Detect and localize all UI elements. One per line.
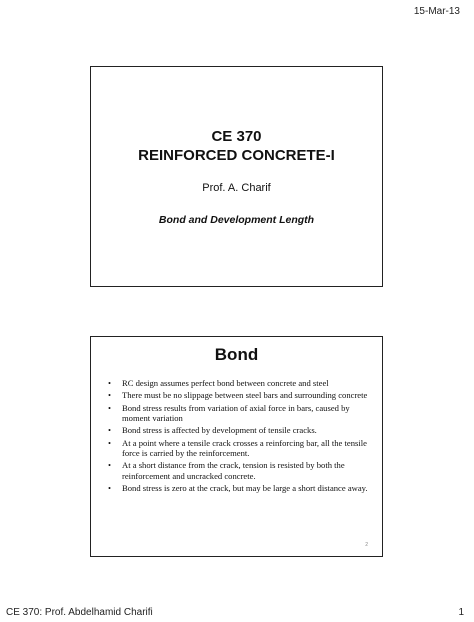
- bullet-icon: •: [108, 402, 112, 413]
- bullet-icon: •: [108, 390, 112, 401]
- bullet-icon: •: [108, 460, 112, 471]
- bullet-item: [104, 483, 372, 493]
- bullet-icon: •: [108, 482, 112, 493]
- bullet-icon: •: [108, 378, 112, 388]
- bullet-text: There must be no slippage between steel bars and surrounding concrete: [122, 390, 368, 401]
- footer-author: CE 370: Prof. Abdelhamid Charifi: [6, 607, 153, 618]
- bullet-item: [104, 390, 372, 400]
- bullet-text: At a point where a tensile crack crosses a reinforcing bar, all the tensile force is carried by the reinforcement.: [122, 437, 367, 458]
- bullet-text: RC design assumes perfect bond between concrete and steel: [122, 378, 329, 388]
- bullet-text: Bond stress is zero at the crack, but may be large a short distance away.: [122, 482, 368, 493]
- author-name: Prof. A. Charif: [202, 182, 271, 194]
- bullet-text: Bond stress is affected by development of tensile cracks.: [122, 425, 317, 436]
- course-name: REINFORCED CONCRETE-I: [138, 147, 335, 164]
- bullet-item: [104, 403, 372, 423]
- slide-bond: [90, 336, 383, 557]
- bullet-list: [104, 378, 372, 495]
- bullet-icon: •: [108, 437, 112, 448]
- slide-number: 2: [365, 542, 368, 548]
- page-number: 1: [458, 607, 464, 618]
- slide-title: [91, 127, 382, 165]
- bullet-item: [104, 460, 372, 480]
- bullet-item: [104, 378, 372, 388]
- lecture-subtitle: Bond and Development Length: [158, 214, 315, 226]
- bullet-item: [104, 438, 372, 458]
- slide-title-card: [90, 66, 383, 287]
- course-code: CE 370: [211, 128, 262, 145]
- page-date: 15-Mar-13: [413, 6, 460, 17]
- slide-heading: Bond: [214, 345, 259, 364]
- bullet-text: Bond stress results from variation of axial force in bars, caused by moment variation: [122, 402, 350, 423]
- bullet-icon: •: [108, 425, 112, 436]
- bullet-text: At a short distance from the crack, tension is resisted by both the reinforcement and uncracked concrete.: [122, 460, 345, 481]
- bullet-item: [104, 425, 372, 435]
